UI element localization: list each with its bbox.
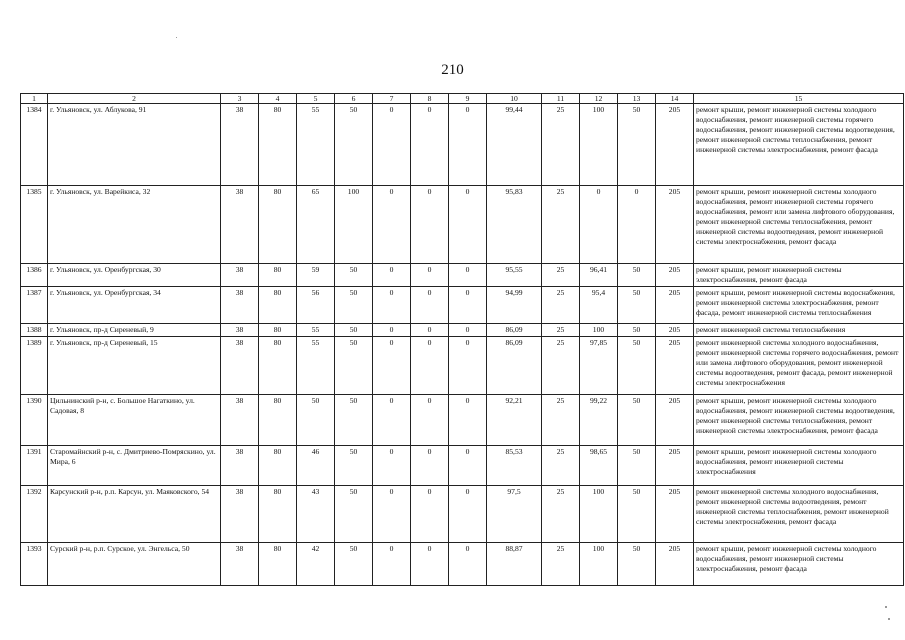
row-number: 1384 <box>21 104 48 186</box>
value-cell: 55 <box>297 337 335 395</box>
table-row <box>21 287 904 324</box>
value-cell: 0 <box>373 395 411 446</box>
value-cell: 38 <box>221 337 259 395</box>
value-cell: 0 <box>373 446 411 486</box>
value-cell: 100 <box>580 324 618 337</box>
value-cell: 38 <box>221 446 259 486</box>
value-cell: 50 <box>618 486 656 543</box>
value-cell: 25 <box>542 446 580 486</box>
value-cell: 56 <box>297 287 335 324</box>
value-cell: 50 <box>618 104 656 186</box>
value-cell: 95,83 <box>487 186 542 264</box>
value-cell: 38 <box>221 287 259 324</box>
value-cell: 50 <box>618 287 656 324</box>
table-row <box>21 186 904 264</box>
works-cell: ремонт крыши, ремонт инженерной системы холодного водоснабжения, ремонт инженерной системы электроснабжения <box>694 446 904 486</box>
column-header: 15 <box>694 94 904 104</box>
row-number: 1385 <box>21 186 48 264</box>
value-cell: 100 <box>335 186 373 264</box>
value-cell: 0 <box>373 543 411 586</box>
value-cell: 38 <box>221 104 259 186</box>
value-cell: 50 <box>335 395 373 446</box>
value-cell: 55 <box>297 104 335 186</box>
value-cell: 25 <box>542 543 580 586</box>
table-row <box>21 324 904 337</box>
value-cell: 80 <box>259 186 297 264</box>
value-cell: 205 <box>656 395 694 446</box>
value-cell: 43 <box>297 486 335 543</box>
value-cell: 0 <box>449 324 487 337</box>
value-cell: 38 <box>221 543 259 586</box>
row-number: 1391 <box>21 446 48 486</box>
value-cell: 92,21 <box>487 395 542 446</box>
address-cell: г. Ульяновск, ул. Аблукова, 91 <box>48 104 221 186</box>
value-cell: 0 <box>449 264 487 287</box>
value-cell: 96,41 <box>580 264 618 287</box>
value-cell: 0 <box>449 486 487 543</box>
value-cell: 0 <box>411 287 449 324</box>
value-cell: 0 <box>411 324 449 337</box>
value-cell: 55 <box>297 324 335 337</box>
value-cell: 80 <box>259 543 297 586</box>
column-header: 1 <box>21 94 48 104</box>
value-cell: 85,53 <box>487 446 542 486</box>
value-cell: 25 <box>542 395 580 446</box>
value-cell: 0 <box>411 104 449 186</box>
value-cell: 205 <box>656 543 694 586</box>
table-row <box>21 486 904 543</box>
column-header: 14 <box>656 94 694 104</box>
value-cell: 80 <box>259 446 297 486</box>
value-cell: 95,4 <box>580 287 618 324</box>
works-cell: ремонт инженерной системы теплоснабжения <box>694 324 904 337</box>
value-cell: 205 <box>656 446 694 486</box>
value-cell: 99,44 <box>487 104 542 186</box>
address-cell: г. Ульяновск, пр-д Сиреневый, 15 <box>48 337 221 395</box>
works-cell: ремонт крыши, ремонт инженерной системы холодного водоснабжения, ремонт инженерной системы водоотведения, ремонт инженерной системы теплоснабжения, ремонт инженерной системы электроснабжения, ремонт фасада <box>694 395 904 446</box>
works-cell: ремонт крыши, ремонт инженерной системы электроснабжения, ремонт фасада <box>694 264 904 287</box>
column-header: 10 <box>487 94 542 104</box>
value-cell: 80 <box>259 486 297 543</box>
page-number: 210 <box>441 62 464 78</box>
column-header: 13 <box>618 94 656 104</box>
registry-table <box>20 93 904 586</box>
works-cell: ремонт инженерной системы холодного водоснабжения, ремонт инженерной системы водоотведения, ремонт инженерной системы теплоснабжения, ремонт инженерной системы электроснабжения, ремонт фасада <box>694 486 904 543</box>
value-cell: 205 <box>656 287 694 324</box>
works-cell: ремонт крыши, ремонт инженерной системы водоснабжения, ремонт инженерной системы электроснабжения, ремонт фасада, ремонт инженерной системы теплоснабжения <box>694 287 904 324</box>
column-header: 2 <box>48 94 221 104</box>
value-cell: 59 <box>297 264 335 287</box>
value-cell: 0 <box>449 337 487 395</box>
row-number: 1390 <box>21 395 48 446</box>
value-cell: 0 <box>373 186 411 264</box>
table-header <box>21 94 904 104</box>
column-header: 5 <box>297 94 335 104</box>
row-number: 1393 <box>21 543 48 586</box>
works-cell: ремонт крыши, ремонт инженерной системы холодного водоснабжения, ремонт инженерной системы электроснабжения, ремонт фасада <box>694 543 904 586</box>
value-cell: 0 <box>411 186 449 264</box>
column-header: 7 <box>373 94 411 104</box>
row-number: 1388 <box>21 324 48 337</box>
value-cell: 80 <box>259 287 297 324</box>
value-cell: 0 <box>618 186 656 264</box>
value-cell: 80 <box>259 395 297 446</box>
value-cell: 0 <box>449 446 487 486</box>
value-cell: 0 <box>411 446 449 486</box>
value-cell: 50 <box>335 324 373 337</box>
value-cell: 0 <box>449 543 487 586</box>
value-cell: 50 <box>335 264 373 287</box>
value-cell: 0 <box>449 186 487 264</box>
value-cell: 42 <box>297 543 335 586</box>
value-cell: 100 <box>580 486 618 543</box>
value-cell: 100 <box>580 543 618 586</box>
column-header: 8 <box>411 94 449 104</box>
value-cell: 100 <box>580 104 618 186</box>
value-cell: 50 <box>335 446 373 486</box>
column-header: 3 <box>221 94 259 104</box>
value-cell: 98,65 <box>580 446 618 486</box>
address-cell: г. Ульяновск, пр-д Сиреневый, 9 <box>48 324 221 337</box>
value-cell: 50 <box>335 287 373 324</box>
value-cell: 50 <box>618 543 656 586</box>
value-cell: 0 <box>373 337 411 395</box>
value-cell: 50 <box>618 264 656 287</box>
value-cell: 50 <box>335 486 373 543</box>
value-cell: 0 <box>411 395 449 446</box>
value-cell: 50 <box>335 337 373 395</box>
value-cell: 205 <box>656 104 694 186</box>
address-cell: г. Ульяновск, ул. Варейкиса, 32 <box>48 186 221 264</box>
value-cell: 0 <box>449 104 487 186</box>
column-header: 12 <box>580 94 618 104</box>
value-cell: 0 <box>411 486 449 543</box>
value-cell: 0 <box>449 395 487 446</box>
value-cell: 25 <box>542 324 580 337</box>
address-cell: Цильнинский р-н, с. Большое Нагаткино, ул. Садовая, 8 <box>48 395 221 446</box>
value-cell: 94,99 <box>487 287 542 324</box>
value-cell: 0 <box>373 324 411 337</box>
value-cell: 38 <box>221 264 259 287</box>
value-cell: 0 <box>373 486 411 543</box>
value-cell: 0 <box>373 287 411 324</box>
value-cell: 0 <box>373 264 411 287</box>
value-cell: 50 <box>618 337 656 395</box>
value-cell: 205 <box>656 264 694 287</box>
row-number: 1389 <box>21 337 48 395</box>
column-header: 11 <box>542 94 580 104</box>
value-cell: 0 <box>449 287 487 324</box>
value-cell: 205 <box>656 486 694 543</box>
table-row <box>21 543 904 586</box>
value-cell: 25 <box>542 486 580 543</box>
table-row <box>21 395 904 446</box>
value-cell: 50 <box>618 324 656 337</box>
table-row <box>21 337 904 395</box>
scan-speck <box>885 606 887 608</box>
column-header: 4 <box>259 94 297 104</box>
value-cell: 38 <box>221 486 259 543</box>
value-cell: 25 <box>542 104 580 186</box>
value-cell: 50 <box>335 543 373 586</box>
value-cell: 80 <box>259 104 297 186</box>
value-cell: 80 <box>259 324 297 337</box>
value-cell: 97,85 <box>580 337 618 395</box>
table-row <box>21 446 904 486</box>
value-cell: 25 <box>542 186 580 264</box>
value-cell: 88,87 <box>487 543 542 586</box>
value-cell: 205 <box>656 337 694 395</box>
value-cell: 50 <box>335 104 373 186</box>
works-cell: ремонт крыши, ремонт инженерной системы холодного водоснабжения, ремонт инженерной системы горячего водоснабжения, ремонт или замена лифтового оборудования, ремонт инженерной системы теплоснабжения, ремонт инженерной системы водоотведения, ремонт инженерной системы электроснабжения, ремонт фасада <box>694 186 904 264</box>
value-cell: 80 <box>259 337 297 395</box>
value-cell: 97,5 <box>487 486 542 543</box>
table-row <box>21 104 904 186</box>
value-cell: 86,09 <box>487 337 542 395</box>
column-header: 9 <box>449 94 487 104</box>
value-cell: 0 <box>411 543 449 586</box>
value-cell: 50 <box>618 395 656 446</box>
address-cell: Карсунский р-н, р.п. Карсун, ул. Маяковского, 54 <box>48 486 221 543</box>
value-cell: 99,22 <box>580 395 618 446</box>
value-cell: 86,09 <box>487 324 542 337</box>
value-cell: 50 <box>297 395 335 446</box>
address-cell: Старомайнский р-н, с. Дмитриево-Помряскино, ул. Мира, 6 <box>48 446 221 486</box>
works-cell: ремонт крыши, ремонт инженерной системы холодного водоснабжения, ремонт инженерной системы горячего водоснабжения, ремонт инженерной системы водоотведения, ремонт инженерной системы теплоснабжения, ремонт инженерной системы электроснабжения, ремонт фасада <box>694 104 904 186</box>
scan-speck <box>176 37 177 38</box>
value-cell: 0 <box>411 337 449 395</box>
value-cell: 0 <box>373 104 411 186</box>
row-number: 1392 <box>21 486 48 543</box>
address-cell: Сурский р-н, р.п. Сурское, ул. Энгельса, 50 <box>48 543 221 586</box>
scan-speck <box>888 618 890 620</box>
value-cell: 50 <box>618 446 656 486</box>
value-cell: 205 <box>656 324 694 337</box>
value-cell: 95,55 <box>487 264 542 287</box>
works-cell: ремонт инженерной системы холодного водоснабжения, ремонт инженерной системы горячего водоснабжения, ремонт или замена лифтового оборудования, ремонт инженерной системы водоотведения, ремонт фасада, ремонт инженерной системы электроснабжения <box>694 337 904 395</box>
value-cell: 38 <box>221 324 259 337</box>
row-number: 1386 <box>21 264 48 287</box>
value-cell: 46 <box>297 446 335 486</box>
value-cell: 38 <box>221 186 259 264</box>
value-cell: 25 <box>542 287 580 324</box>
value-cell: 25 <box>542 337 580 395</box>
value-cell: 65 <box>297 186 335 264</box>
address-cell: г. Ульяновск, ул. Оренбургская, 34 <box>48 287 221 324</box>
column-header: 6 <box>335 94 373 104</box>
value-cell: 25 <box>542 264 580 287</box>
row-number: 1387 <box>21 287 48 324</box>
value-cell: 38 <box>221 395 259 446</box>
address-cell: г. Ульяновск, ул. Оренбургская, 30 <box>48 264 221 287</box>
value-cell: 0 <box>580 186 618 264</box>
value-cell: 205 <box>656 186 694 264</box>
table-body <box>21 104 904 586</box>
value-cell: 0 <box>411 264 449 287</box>
value-cell: 80 <box>259 264 297 287</box>
header-row <box>21 94 904 104</box>
table-row <box>21 264 904 287</box>
